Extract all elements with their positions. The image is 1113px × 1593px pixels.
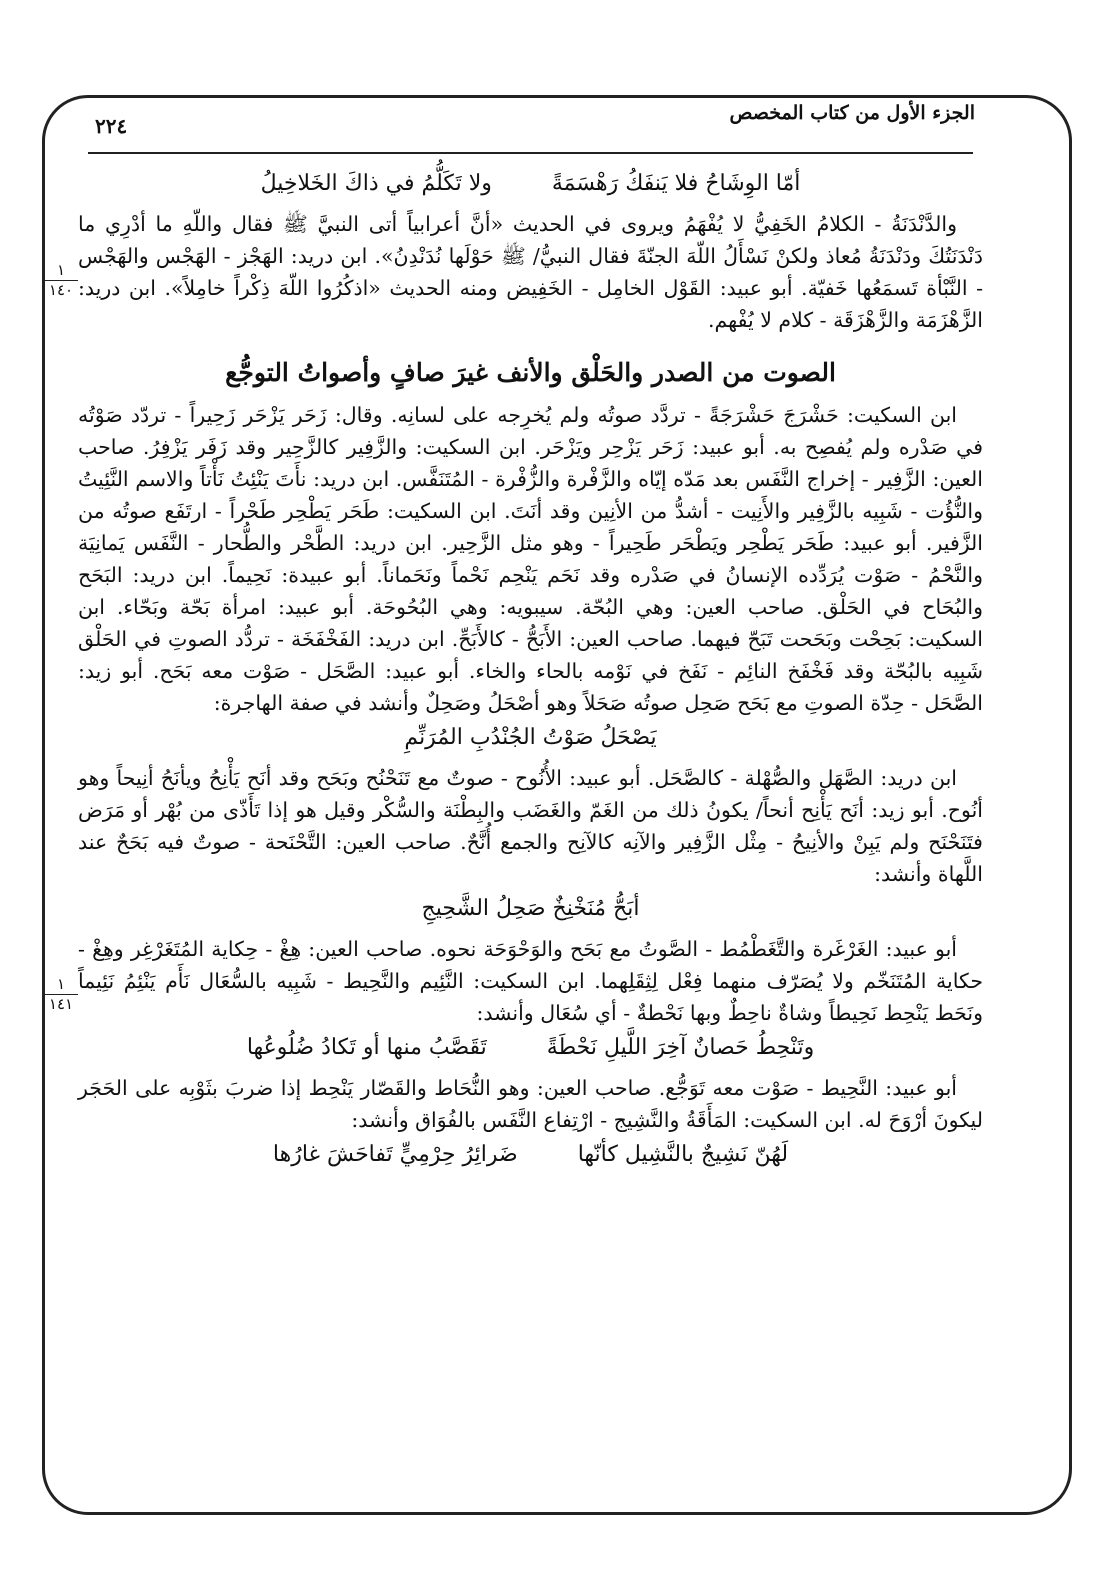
paragraph-1: والدَّنْدَنَةُ - الكلامُ الخَفِيُّ لا يُفْهَمُ ويروى في الحديث «أنَّ أعرابياً أتى النبيَّ ﷺ فقال واللّهِ ما أدْرِي ما دَنْدَنَتُكَ ودَنْدَنَةُ مُعاذ ولكنْ نَسْأَلُ اللّهَ الجنّةَ فقال النبيُّ/ ﷺ حَوْلَها نُدَنْدِنُ». ابن دريد: الهَجْز - الهَجْس والهَجْس - النَّبْأة تَسمَعُها خَفيّة. أبو عبيد: القَوْل الخامِل - الخَفِيض ومنه الحديث «اذكُرُوا اللّهَ ذِكْراً خامِلاً». ابن دريد: الزَّهْزَمَة والزَّهْزَقَة - كلام لا يُفْهم.	[78, 212, 983, 332]
verse-1	[78, 171, 983, 196]
paragraph-3: ابن دريد: الصَّهَل والصُّهْلة - كالصَّحَل. أبو عبيد: الأُنُوح - صوتٌ مع تَنَحْنُح وبَحَح وقد أنَح يَأْنِحُ ويأنَحُ أنِيحاً وهو أنُوح. أبو زيد: أنَح يَأْنِح أنحاً/ يكونُ ذلك من الغَمّ والغَضَب والبِطْنَة والسُّكْر وقيل هو إذا تَأَذّى من بُهْر أو مَرَض فتَنَحْنَح ولم يَبِنْ والأنِيحُ - مِثْل الزَّفِير والآنِه كالآنِح والجمع أُنَّحٌ. صاحب العين: التَّحْنَحة - صوتٌ فيه بَحَحٌ عند اللَّهاة وأنشد:	[78, 766, 983, 886]
header-rule	[88, 152, 973, 154]
verse-5	[78, 1142, 983, 1167]
page-number: ٢٢٤	[95, 114, 128, 138]
verse-3: أبَحُّ مُنَخْنِخٌ صَحِلُ الشَّحِيجِ	[421, 896, 640, 921]
verse-1-right: أمّا الوِشَاحُ فلا يَنفَكُ رَهْسَمَةً	[551, 171, 801, 196]
paragraph-2: ابن السكيت: حَشْرَجَ حَشْرَجَةً - تردَّد صوتُه ولم يُخرِجه على لسانِه. وقال: زَحَر يَزْحَر زَحِيراً - تردّد صَوْتُه في صَدْره ولم يُفصِح به. أبو عبيد: زَحَر يَزْحِر ويَزْحَر. ابن السكيت: والزَّفِير كالزَّحِير وقد زَفَر يَزْفِرُ. صاحب العين: الزَّفِير - إخراج النَّفَس بعد مَدّه إيّاه والزَّفْرة والزُّفْرة - المُتَنَفَّس. ابن دريد: نأَتَ يَنْئِتُ نَأْتاً والاسم النَّئِيتُ والنُّؤُت - شَبِيه بالزَّفِير والأَنِيت - أشدُّ من الأنِين وقد أنَتَ. ابن السكيت: طَحَر يَطْحِر طَحْراً - ارتَفَع صوتُه من الزَّفير. أبو عبيد: طَحَر يَطْحِر ويَطْحَر طَحِيراً - وهو مثل الزَّحِير. ابن دريد: الطَّحْر والطُّحار - النَّفَس يَمانِيَة والنَّحْمُ - صَوْت يُرَدِّده الإنسانُ في صَدْره وقد نَحَم يَنْحِم نَحْماً ونَحَماناً. أبو عبيدة: نَحِيماً. ابن دريد: البَحَح والبُحَاح في الحَلْق. صاحب العين: وهي البُحّة. سيبويه: وهي البُحُوحَة. أبو عبيد: امرأة بَحّة وبَحّاء. ابن السكيت: بَحِحْت وبَحَحت تَبَحّ فيهما. صاحب العين: الأَبَحُّ - كالأَبَحِّ. ابن دريد: الفَخْفَخَة - تردُّد الصوتِ في الحَلْق شَبِيه بالبُحّة وقد فَخْفَخ النائِم - نَفَخ في نَوْمه بالحاء والخاء. أبو عبيد: الصَّحَل - صَوْت معه بَحَح. أبو زيد: الصَّحَل - حِدّة الصوتِ مع بَحَح صَحِل صوتُه صَحَلاً وهو أصْحَلُ وصَحِلٌ وأنشد في صفة الهاجرة:	[78, 403, 984, 715]
section-heading: الصوت من الصدر والحَلْق والأنف غيرَ صافٍ وأصواتُ التوجُّع	[225, 358, 836, 387]
verse-2: يَصْحَلُ صَوْتُ الجُنْدُبِ المُرَنِّمِ	[404, 725, 657, 750]
verse-4-right: وتَنْحِطُ حَصانٌ آخِرَ اللَّيلِ نَحْطَةً	[546, 1035, 815, 1060]
verse-4-left: تَقَصَّبُ منها أو تَكادُ ضُلُوعُها	[246, 1035, 487, 1060]
main-text	[78, 165, 983, 1179]
margin-note-141: ١ ١٤١	[44, 977, 78, 1012]
paragraph-4: أبو عبيد: الغَرْغَرة والتَّغَطْمُط - الصَّوتُ مع بَحَح والوَحْوَحَة نحوه. صاحب العين: هِغْ - حِكاية المُتَغَرْغِر وهِغْ - حكاية المُتَنَخّم ولا يُصَرّف منهما فِعْل لِثِقَلِهما. ابن السكيت: النَّئِيم والنَّحِيط - شَبِيه بالسُّعَال نَأَم يَنْئِمُ نَئِيماً ونَحَط يَنْحِط نَحِيطاً وشاةٌ ناحِطٌ وبها نَحْطةٌ - أي سُعَال وأنشد:	[78, 937, 983, 1025]
page-header	[95, 102, 975, 142]
running-title: الجزء الأول من كتاب المخصص	[729, 102, 975, 124]
verse-1-left: ولا تَكَلُّمُ في ذاكَ الخَلاخِيلُ	[260, 171, 492, 196]
paragraph-5: أبو عبيد: النَّحِيط - صَوْت معه تَوَجُّع. صاحب العين: وهو النُّحَاط والقَصّار يَنْحِط إذا ضربَ بثَوْبِه على الحَجَر ليكونَ أرْوَحَ له. ابن السكيت: المَأَقَةُ والنَّشِيج - ارْتِفاع النَّفَس بالفُوَاق وأنشد:	[78, 1076, 983, 1132]
verse-5-left: ضَرائِرُ حِرْمِيٍّ تَفاحَشَ غارُها	[272, 1142, 518, 1167]
verse-4	[78, 1035, 983, 1060]
verse-5-right: لَهُنّ نَشِيجٌ بالنَّشِيل كأنّها	[577, 1142, 789, 1167]
margin-note-140: ١ ١٤٠	[44, 263, 78, 298]
